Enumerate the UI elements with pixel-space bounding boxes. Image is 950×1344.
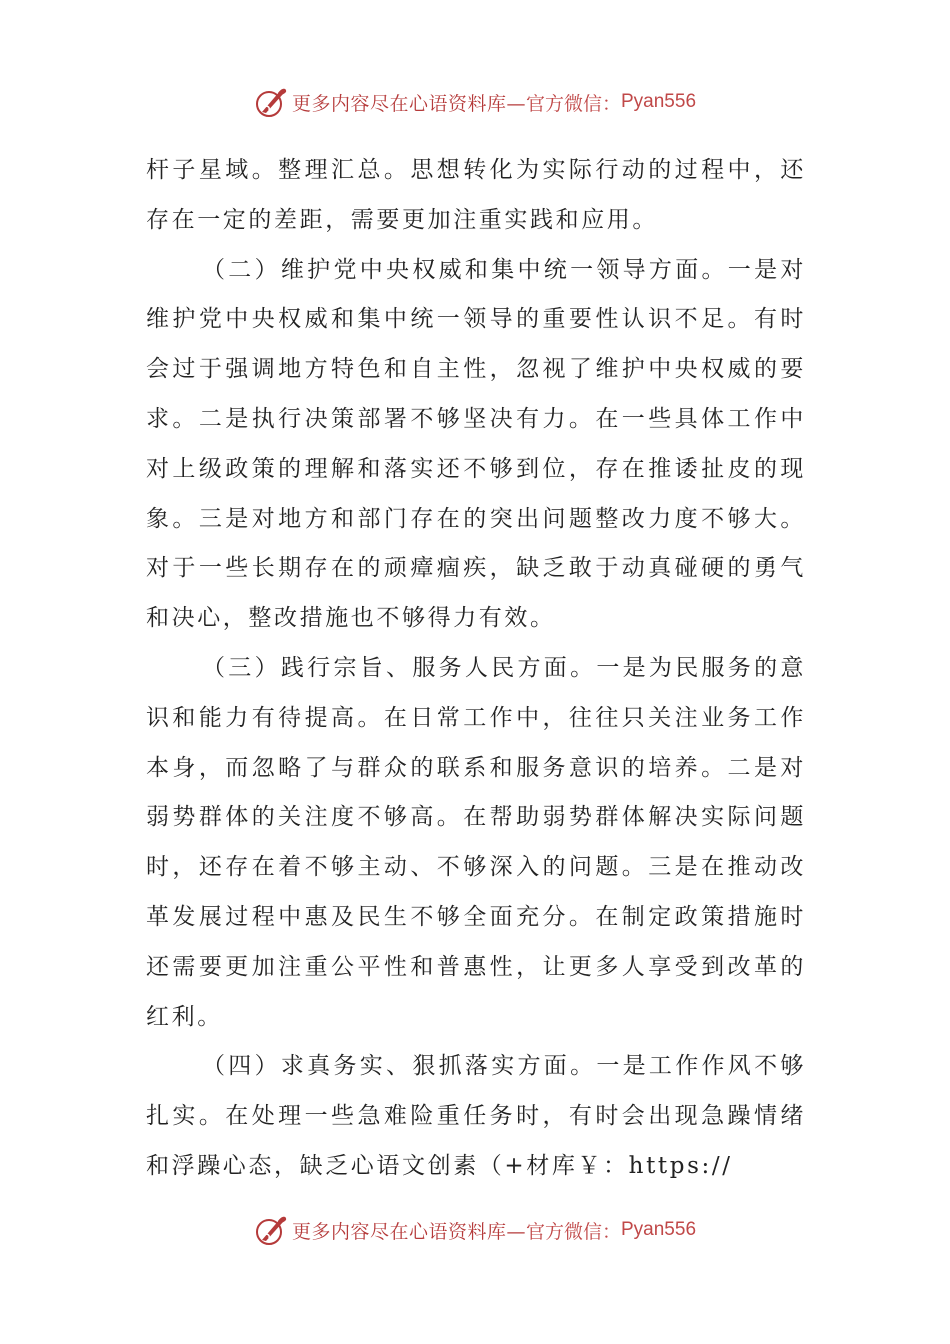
paragraph-section-2: （二）维护党中央权威和集中统一领导方面。一是对维护党中央权威和集中统一领导的重要性认识不足。有时会过于强调地方特色和自主性，忽视了维护中央权威的要求。二是执行决策部署不够坚决有力。在一些具体工作中对上级政策的理解和落实还不够到位，存在推诿扯皮的现象。三是对地方和部门存在的突出问题整改力度不够大。对于一些长期存在的顽瘴痼疾，缺乏敢于动真碰硬的勇气和决心，整改措施也不够得力有效。 xyxy=(146,256,806,632)
header-watermark-banner xyxy=(0,82,950,122)
paragraph-section-3: （三）践行宗旨、服务人民方面。一是为民服务的意识和能力有待提高。在日常工作中，往往只关注业务工作本身，而忽略了与群众的联系和服务意识的培养。二是对弱势群体的关注度不够高。在帮助弱势群体解决实际问题时，还存在着不够主动、不够深入的问题。三是在推动改革发展过程中惠及民生不够全面充分。在制定政策措施时还需要更加注重公平性和普惠性，让更多人享受到改革的红利。 xyxy=(146,654,806,1030)
banner-slogan: 更多内容尽在心语资料库— xyxy=(291,1220,526,1243)
footer-watermark-banner xyxy=(0,1210,950,1250)
paragraph-continuation: 杆子星域。整理汇总。思想转化为实际行动的过程中，还存在一定的差距，需要更加注重实践和应用。 xyxy=(146,157,806,233)
banner-wechat-id: Pyan556 xyxy=(621,1219,697,1240)
banner-wechat-label: 官方微信： xyxy=(525,1220,621,1243)
paragraph-section-4: （四）求真务实、狠抓落实方面。一是工作作风不够扎实。在处理一些急难险重任务时，有时会出现急躁情绪和浮躁心态，缺乏心语文创素（+材库￥：https:// xyxy=(146,1053,806,1179)
banner-slogan: 更多内容尽在心语资料库— xyxy=(291,92,526,115)
document-body xyxy=(146,146,806,1192)
quill-logo-icon xyxy=(254,1213,288,1247)
banner-wechat-label: 官方微信： xyxy=(525,92,621,115)
banner-wechat-id: Pyan556 xyxy=(621,91,697,112)
quill-logo-icon xyxy=(254,85,288,119)
